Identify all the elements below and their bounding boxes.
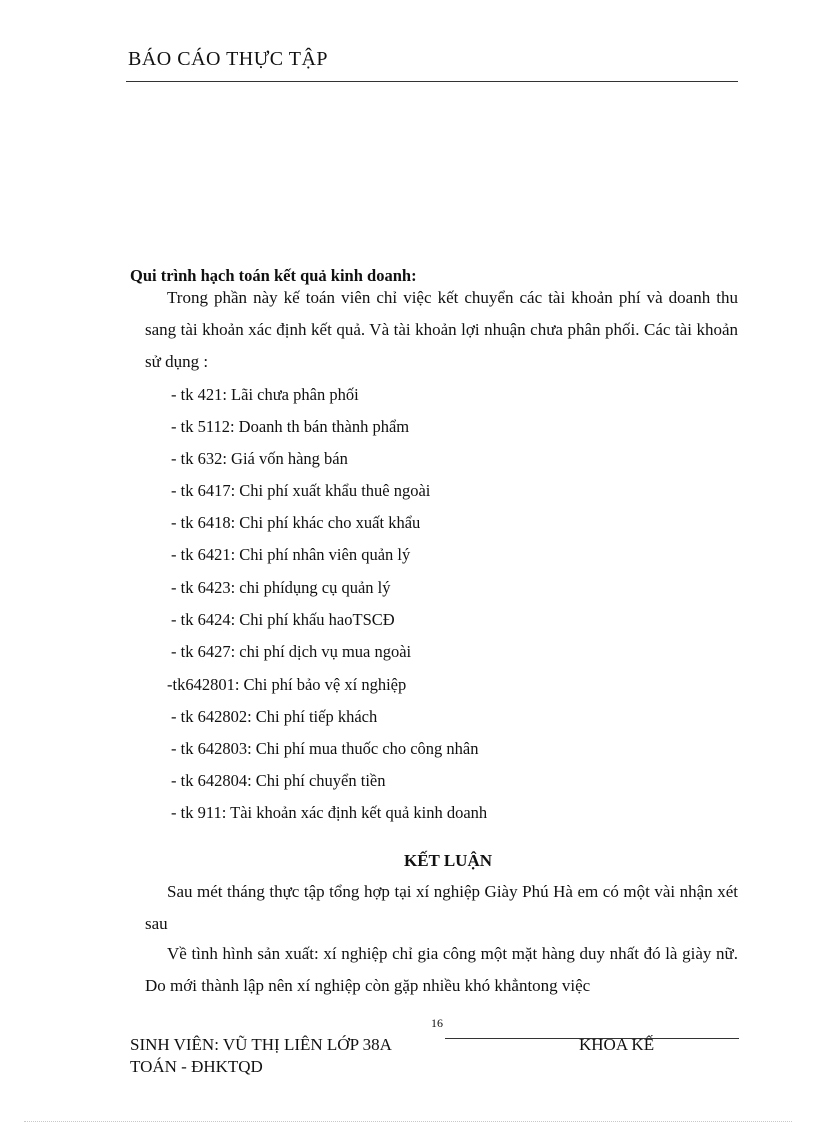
conclusion-paragraph-1: Sau mét tháng thực tập tổng hợp tại xí nghiệp Giày Phú Hà em có một vài nhận xét sau [145,882,738,933]
footer-line-1: SINH VIÊN: VŨ THỊ LIÊN LỚP 38A [130,1035,392,1054]
page-header-title: BÁO CÁO THỰC TẬP [128,48,329,70]
intro-paragraph: Trong phần này kế toán viên chỉ việc kết chuyển các tài khoản phí và doanh thu sang tài khoản xác định kết quả. Và tài khoản lợi nhuận chưa phân phối. Các tài khoản sử dụng : [145,288,738,371]
account-item: - tk 642804: Chi phí chuyển tiền [171,771,386,790]
conclusion-paragraph-2: Về tình hình sản xuất: xí nghiệp chỉ gia công một mặt hàng duy nhất đó là giày nữ. Do mới thành lập nên xí nghiệp còn gặp nhiều khó khẳntong việc [145,944,738,995]
page-bottom-border [24,1121,792,1122]
header-divider [126,81,738,82]
page-number: 16 [431,1016,443,1030]
account-item: - tk 421: Lãi chưa phân phối [171,385,359,404]
footer-faculty: KHOA KẾ [579,1035,655,1054]
account-item: -tk642801: Chi phí bảo vệ xí nghiệp [167,675,407,694]
account-item: - tk 642803: Chi phí mua thuốc cho công nhân [171,739,479,758]
footer-student-info [130,1034,392,1078]
account-item: - tk 5112: Doanh th bán thành phẩm [171,417,410,436]
account-item: - tk 6423: chi phídụng cụ quản lý [171,578,391,597]
account-item: - tk 911: Tài khoản xác định kết quả kinh doanh [171,803,488,822]
account-item: - tk 6427: chi phí dịch vụ mua ngoài [171,642,412,661]
footer-line-2: TOÁN - ĐHKTQD [130,1057,263,1076]
account-item: - tk 6417: Chi phí xuất khẩu thuê ngoài [171,481,431,500]
account-item: - tk 6418: Chi phí khác cho xuất khẩu [171,513,421,532]
account-item: - tk 6424: Chi phí khấu haoTSCĐ [171,610,395,629]
account-item: - tk 642802: Chi phí tiếp khách [171,707,378,726]
account-item: - tk 6421: Chi phí nhân viên quản lý [171,545,411,564]
section-heading: Qui trình hạch toán kết quả kinh doanh: [130,266,417,285]
conclusion-heading: KẾT LUẬN [403,851,492,870]
account-item: - tk 632: Giá vốn hàng bán [171,449,348,468]
